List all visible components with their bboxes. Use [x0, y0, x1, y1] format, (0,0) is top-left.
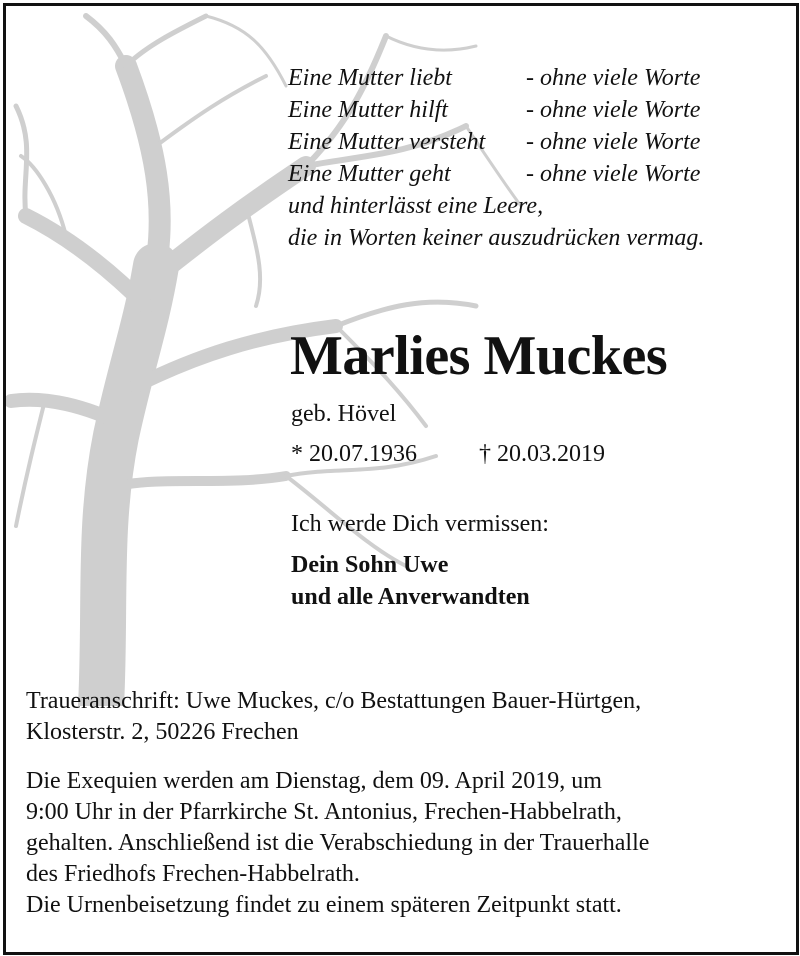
poem-line: die in Worten keiner auszudrücken vermag. [288, 225, 705, 251]
address-line: Klosterstr. 2, 50226 Frechen [26, 719, 299, 745]
ceremony-line: Die Urnenbeisetzung findet zu einem späteren Zeitpunkt statt. [26, 892, 622, 918]
birth-name: geb. Hövel [291, 401, 397, 427]
death-date: † 20.03.2019 [479, 441, 605, 467]
poem-line: und hinterlässt eine Leere, [288, 193, 544, 219]
life-dates [291, 441, 605, 468]
obituary-frame [3, 3, 799, 955]
ceremony-line: gehalten. Anschließend ist die Verabschiedung in der Trauerhalle [26, 830, 650, 856]
ceremony-info [26, 766, 649, 921]
poem-line: Eine Mutter geht - ohne viele Worte [288, 161, 701, 187]
poem-line: Eine Mutter versteht - ohne viele Worte [288, 129, 701, 155]
mourning-address [26, 686, 641, 748]
address-line: Traueranschrift: Uwe Muckes, c/o Bestattungen Bauer-Hürtgen, [26, 688, 642, 714]
ceremony-line: 9:00 Uhr in der Pfarrkirche St. Antonius, Frechen-Habbelrath, [26, 799, 622, 825]
poem-line: Eine Mutter hilft - ohne viele Worte [288, 97, 701, 123]
poem [288, 62, 704, 254]
ceremony-line: Die Exequien werden am Dienstag, dem 09. April 2019, um [26, 768, 602, 794]
mourner-line: Dein Sohn Uwe [291, 552, 449, 578]
mourners [291, 549, 530, 613]
poem-line: Eine Mutter liebt - ohne viele Worte [288, 65, 701, 91]
farewell-line: Ich werde Dich vermissen: [291, 511, 549, 537]
deceased-name: Marlies Muckes [290, 325, 668, 387]
mourner-line: und alle Anverwandten [291, 584, 530, 610]
birth-date: * 20.07.1936 [291, 441, 417, 467]
ceremony-line: des Friedhofs Frechen-Habbelrath. [26, 861, 360, 887]
